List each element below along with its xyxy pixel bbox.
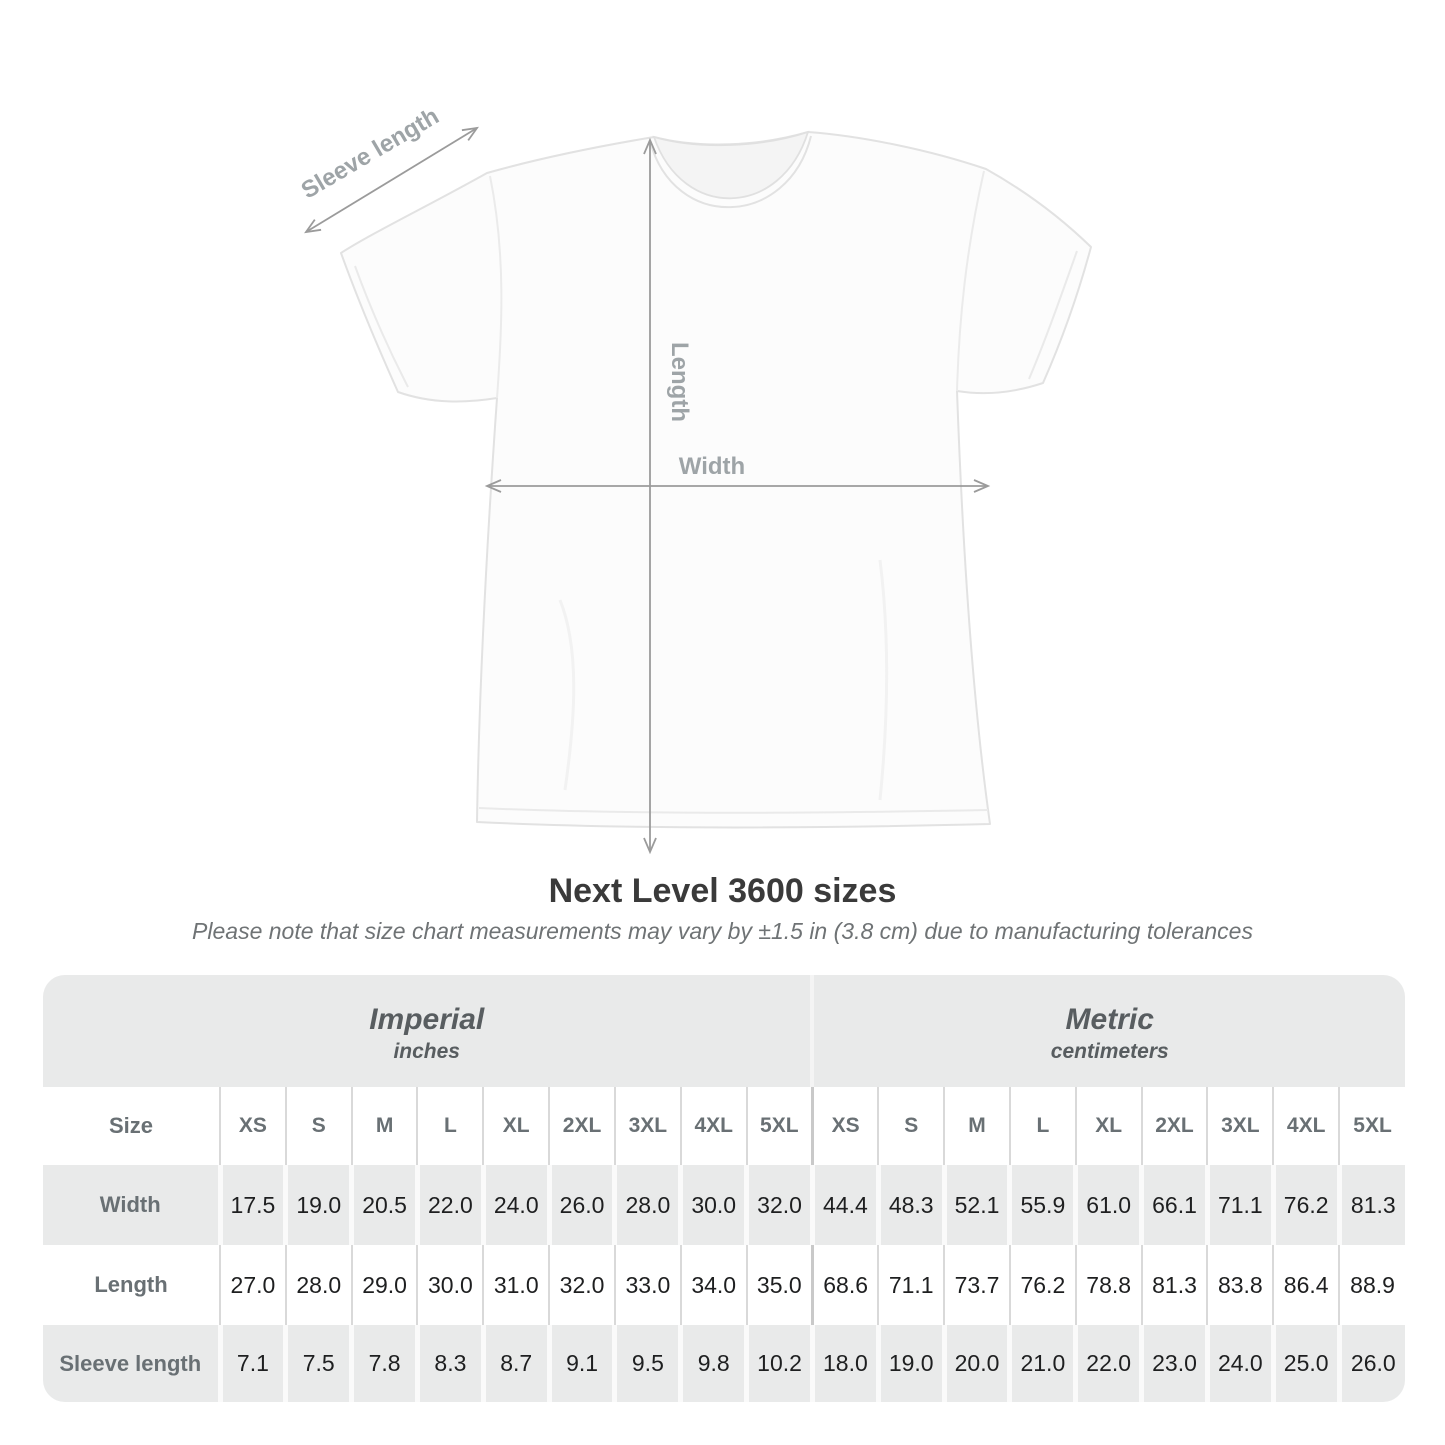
value-cell: 8.7 bbox=[483, 1325, 549, 1402]
value-cell: 76.2 bbox=[1273, 1165, 1339, 1245]
value-cell: 20.5 bbox=[352, 1165, 418, 1245]
size-table bbox=[43, 975, 1405, 1402]
width-label: Width bbox=[678, 453, 746, 480]
size-col-metric-m: M bbox=[944, 1087, 1010, 1165]
size-col-imperial-s: S bbox=[286, 1087, 352, 1165]
value-cell: 44.4 bbox=[812, 1165, 878, 1245]
size-col-imperial-3xl: 3XL bbox=[615, 1087, 681, 1165]
size-col-metric-5xl: 5XL bbox=[1339, 1087, 1405, 1165]
size-col-metric-3xl: 3XL bbox=[1207, 1087, 1273, 1165]
value-cell: 32.0 bbox=[747, 1165, 813, 1245]
value-cell: 83.8 bbox=[1207, 1245, 1273, 1325]
imperial-header bbox=[43, 975, 812, 1087]
value-cell: 26.0 bbox=[1339, 1325, 1405, 1402]
length-label: Length bbox=[666, 342, 693, 422]
value-cell: 33.0 bbox=[615, 1245, 681, 1325]
value-cell: 71.1 bbox=[1207, 1165, 1273, 1245]
value-cell: 9.5 bbox=[615, 1325, 681, 1402]
measurement-row bbox=[43, 1325, 1405, 1402]
value-cell: 24.0 bbox=[483, 1165, 549, 1245]
value-cell: 19.0 bbox=[878, 1325, 944, 1402]
sleeve-length-label: Sleeve length bbox=[296, 102, 444, 205]
size-col-metric-l: L bbox=[1010, 1087, 1076, 1165]
value-cell: 32.0 bbox=[549, 1245, 615, 1325]
value-cell: 61.0 bbox=[1076, 1165, 1142, 1245]
size-col-metric-xs: XS bbox=[812, 1087, 878, 1165]
size-column-label: Size bbox=[43, 1087, 220, 1165]
unit-header-row bbox=[43, 975, 1405, 1087]
value-cell: 24.0 bbox=[1207, 1325, 1273, 1402]
imperial-unit: inches bbox=[393, 1040, 460, 1063]
row-label: Length bbox=[43, 1245, 220, 1325]
size-col-imperial-m: M bbox=[352, 1087, 418, 1165]
value-cell: 20.0 bbox=[944, 1325, 1010, 1402]
value-cell: 81.3 bbox=[1339, 1165, 1405, 1245]
size-col-imperial-xs: XS bbox=[220, 1087, 286, 1165]
size-col-metric-xl: XL bbox=[1076, 1087, 1142, 1165]
value-cell: 30.0 bbox=[681, 1165, 747, 1245]
value-cell: 19.0 bbox=[286, 1165, 352, 1245]
value-cell: 21.0 bbox=[1010, 1325, 1076, 1402]
row-label: Sleeve length bbox=[43, 1325, 220, 1402]
value-cell: 34.0 bbox=[681, 1245, 747, 1325]
page-title: Next Level 3600 sizes bbox=[548, 872, 897, 910]
value-cell: 28.0 bbox=[615, 1165, 681, 1245]
value-cell: 52.1 bbox=[944, 1165, 1010, 1245]
value-cell: 7.5 bbox=[286, 1325, 352, 1402]
value-cell: 29.0 bbox=[352, 1245, 418, 1325]
size-table-container bbox=[43, 975, 1405, 1402]
size-col-imperial-xl: XL bbox=[483, 1087, 549, 1165]
size-header-row bbox=[43, 1087, 1405, 1165]
value-cell: 71.1 bbox=[878, 1245, 944, 1325]
size-col-imperial-l: L bbox=[417, 1087, 483, 1165]
value-cell: 48.3 bbox=[878, 1165, 944, 1245]
value-cell: 68.6 bbox=[812, 1245, 878, 1325]
value-cell: 35.0 bbox=[747, 1245, 813, 1325]
size-col-imperial-5xl: 5XL bbox=[747, 1087, 813, 1165]
value-cell: 17.5 bbox=[220, 1165, 286, 1245]
value-cell: 25.0 bbox=[1273, 1325, 1339, 1402]
tolerance-note: Please note that size chart measurements may vary by ±1.5 in (3.8 cm) due to manufacturing tolerances bbox=[192, 918, 1253, 944]
value-cell: 8.3 bbox=[417, 1325, 483, 1402]
value-cell: 86.4 bbox=[1273, 1245, 1339, 1325]
size-col-imperial-4xl: 4XL bbox=[681, 1087, 747, 1165]
metric-header bbox=[812, 975, 1405, 1087]
size-col-metric-s: S bbox=[878, 1087, 944, 1165]
metric-title: Metric bbox=[1065, 1003, 1154, 1036]
size-col-metric-4xl: 4XL bbox=[1273, 1087, 1339, 1165]
value-cell: 28.0 bbox=[286, 1245, 352, 1325]
size-col-metric-2xl: 2XL bbox=[1142, 1087, 1208, 1165]
value-cell: 7.8 bbox=[352, 1325, 418, 1402]
value-cell: 55.9 bbox=[1010, 1165, 1076, 1245]
value-cell: 27.0 bbox=[220, 1245, 286, 1325]
measurement-row bbox=[43, 1165, 1405, 1245]
metric-unit: centimeters bbox=[1050, 1040, 1169, 1063]
measurement-row bbox=[43, 1245, 1405, 1325]
value-cell: 76.2 bbox=[1010, 1245, 1076, 1325]
value-cell: 10.2 bbox=[747, 1325, 813, 1402]
value-cell: 9.1 bbox=[549, 1325, 615, 1402]
value-cell: 66.1 bbox=[1142, 1165, 1208, 1245]
value-cell: 78.8 bbox=[1076, 1245, 1142, 1325]
value-cell: 9.8 bbox=[681, 1325, 747, 1402]
value-cell: 7.1 bbox=[220, 1325, 286, 1402]
value-cell: 26.0 bbox=[549, 1165, 615, 1245]
value-cell: 22.0 bbox=[1076, 1325, 1142, 1402]
row-label: Width bbox=[43, 1165, 220, 1245]
value-cell: 88.9 bbox=[1339, 1245, 1405, 1325]
value-cell: 30.0 bbox=[417, 1245, 483, 1325]
imperial-title: Imperial bbox=[369, 1003, 485, 1036]
value-cell: 23.0 bbox=[1142, 1325, 1208, 1402]
value-cell: 18.0 bbox=[812, 1325, 878, 1402]
size-col-imperial-2xl: 2XL bbox=[549, 1087, 615, 1165]
value-cell: 31.0 bbox=[483, 1245, 549, 1325]
value-cell: 73.7 bbox=[944, 1245, 1010, 1325]
value-cell: 22.0 bbox=[417, 1165, 483, 1245]
value-cell: 81.3 bbox=[1142, 1245, 1208, 1325]
